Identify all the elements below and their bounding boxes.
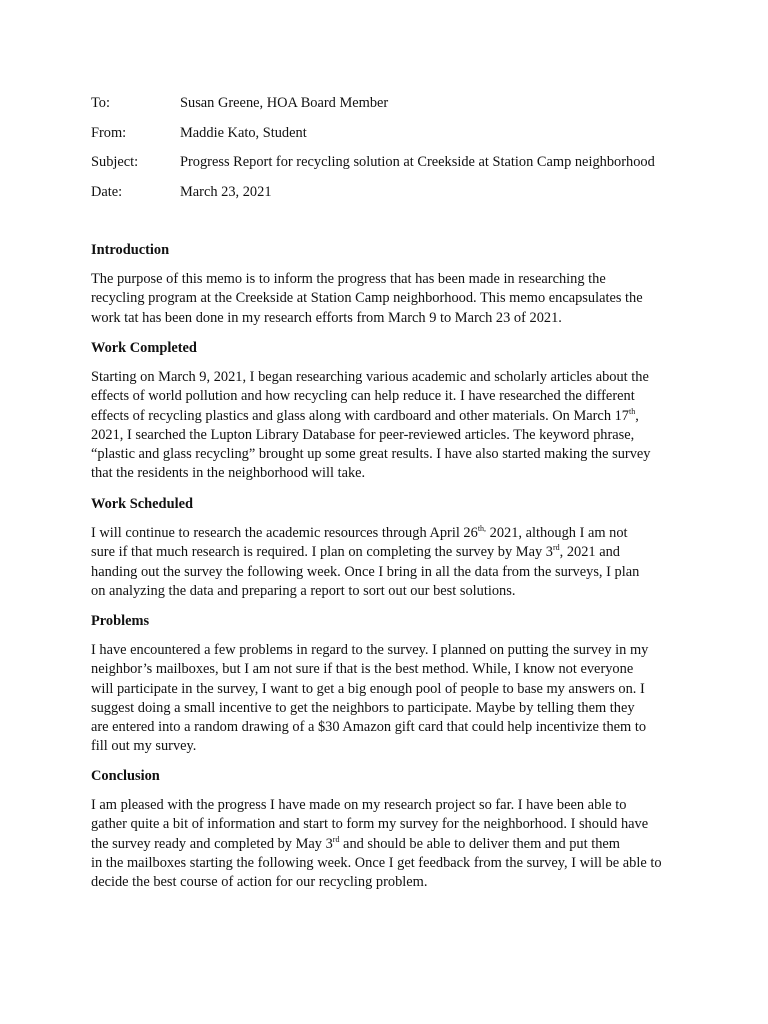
body-line: 2021, I searched the Lupton Library Database for peer-reviewed articles. The keyword phrase, (91, 426, 635, 443)
text-run: the survey ready and completed by May 3 (91, 835, 333, 852)
superscript: rd (332, 834, 340, 844)
header-row-subject (91, 153, 655, 183)
body-line: The purpose of this memo is to inform the progress that has been made in researching the (91, 271, 606, 287)
superscript: th (629, 406, 636, 416)
superscript: rd (552, 543, 560, 553)
body-line: in the mailboxes starting the following week. Once I get feedback from the survey, I will be able to (91, 854, 662, 871)
header-value: March 23, 2021 (180, 183, 272, 200)
header-label: Subject: (91, 154, 139, 170)
body-line: handing out the survey the following week. Once I bring in all the data from the surveys, I plan (91, 563, 640, 580)
text-run: , (635, 407, 639, 424)
section-heading: Conclusion (91, 768, 160, 784)
section-body (91, 368, 691, 484)
conclusion-section (91, 767, 691, 892)
body-line: I have encountered a few problems in regard to the survey. I planned on putting the survey in my (91, 642, 649, 658)
body-line: effects of world pollution and how recycling can help reduce it. I have researched the different (91, 388, 635, 405)
header-value: Progress Report for recycling solution at Creekside at Station Camp neighborhood (180, 154, 655, 170)
work-scheduled-section (91, 495, 691, 601)
body-line: “plastic and glass recycling” brought up some great results. I have also started making the survey (91, 446, 651, 463)
body-line (91, 524, 691, 543)
body-line: that the residents in the neighborhood will take. (91, 465, 366, 482)
superscript: th, (477, 524, 487, 534)
body-line (91, 407, 691, 426)
body-line: Starting on March 9, 2021, I began researching various academic and scholarly articles about the (91, 369, 649, 385)
header-row-to (91, 94, 655, 124)
text-run: , 2021 and (559, 544, 620, 561)
section-body (91, 796, 691, 892)
section-body (91, 641, 691, 757)
header-value: Maddie Kato, Student (180, 124, 307, 141)
header-label: Date: (91, 183, 123, 200)
section-body (91, 270, 691, 328)
body-line: recycling program at the Creekside at Station Camp neighborhood. This memo encapsulates the (91, 290, 643, 307)
work-completed-section (91, 339, 691, 484)
body-line: gather quite a bit of information and start to form my survey for the neighborhood. I should have (91, 816, 649, 833)
text-run: sure if that much research is required. I plan on completing the survey by May 3 (91, 544, 553, 561)
body-line: work tat has been done in my research efforts from March 9 to March 23 of 2021. (91, 309, 562, 326)
introduction-section (91, 241, 691, 328)
body-line: will participate in the survey, I want to get a big enough pool of people to base my answers on. I (91, 680, 645, 697)
section-heading: Problems (91, 613, 150, 629)
body-line (91, 835, 691, 854)
section-heading: Introduction (91, 242, 170, 258)
section-body (91, 524, 691, 601)
header-row-from (91, 124, 655, 154)
body-line: neighbor’s mailboxes, but I am not sure if that is the best method. While, I know not everyone (91, 661, 634, 678)
header-label: To: (91, 95, 110, 111)
section-heading: Work Scheduled (91, 496, 193, 512)
text-run: 2021, although I am not (486, 525, 628, 541)
header-value: Susan Greene, HOA Board Member (180, 95, 389, 111)
body-line: suggest doing a small incentive to get the neighbors to participate. Maybe by telling them they (91, 699, 635, 716)
memo-header (91, 94, 655, 212)
text-run: and should be able to deliver them and put them (339, 835, 621, 852)
body-line (91, 543, 691, 562)
section-heading: Work Completed (91, 340, 197, 356)
header-row-date (91, 183, 655, 213)
body-line: decide the best course of action for our recycling problem. (91, 874, 428, 891)
text-run: effects of recycling plastics and glass along with cardboard and other materials. On March 17 (91, 407, 630, 424)
body-line: are entered into a random drawing of a $30 Amazon gift card that could help incentivize them to (91, 719, 647, 736)
header-label: From: (91, 124, 127, 141)
body-line: on analyzing the data and preparing a report to sort out our best solutions. (91, 582, 516, 599)
text-run: I will continue to research the academic resources through April 26 (91, 525, 478, 541)
problems-section (91, 612, 691, 757)
body-line: fill out my survey. (91, 738, 197, 755)
body-line: I am pleased with the progress I have made on my research project so far. I have been able to (91, 797, 627, 813)
